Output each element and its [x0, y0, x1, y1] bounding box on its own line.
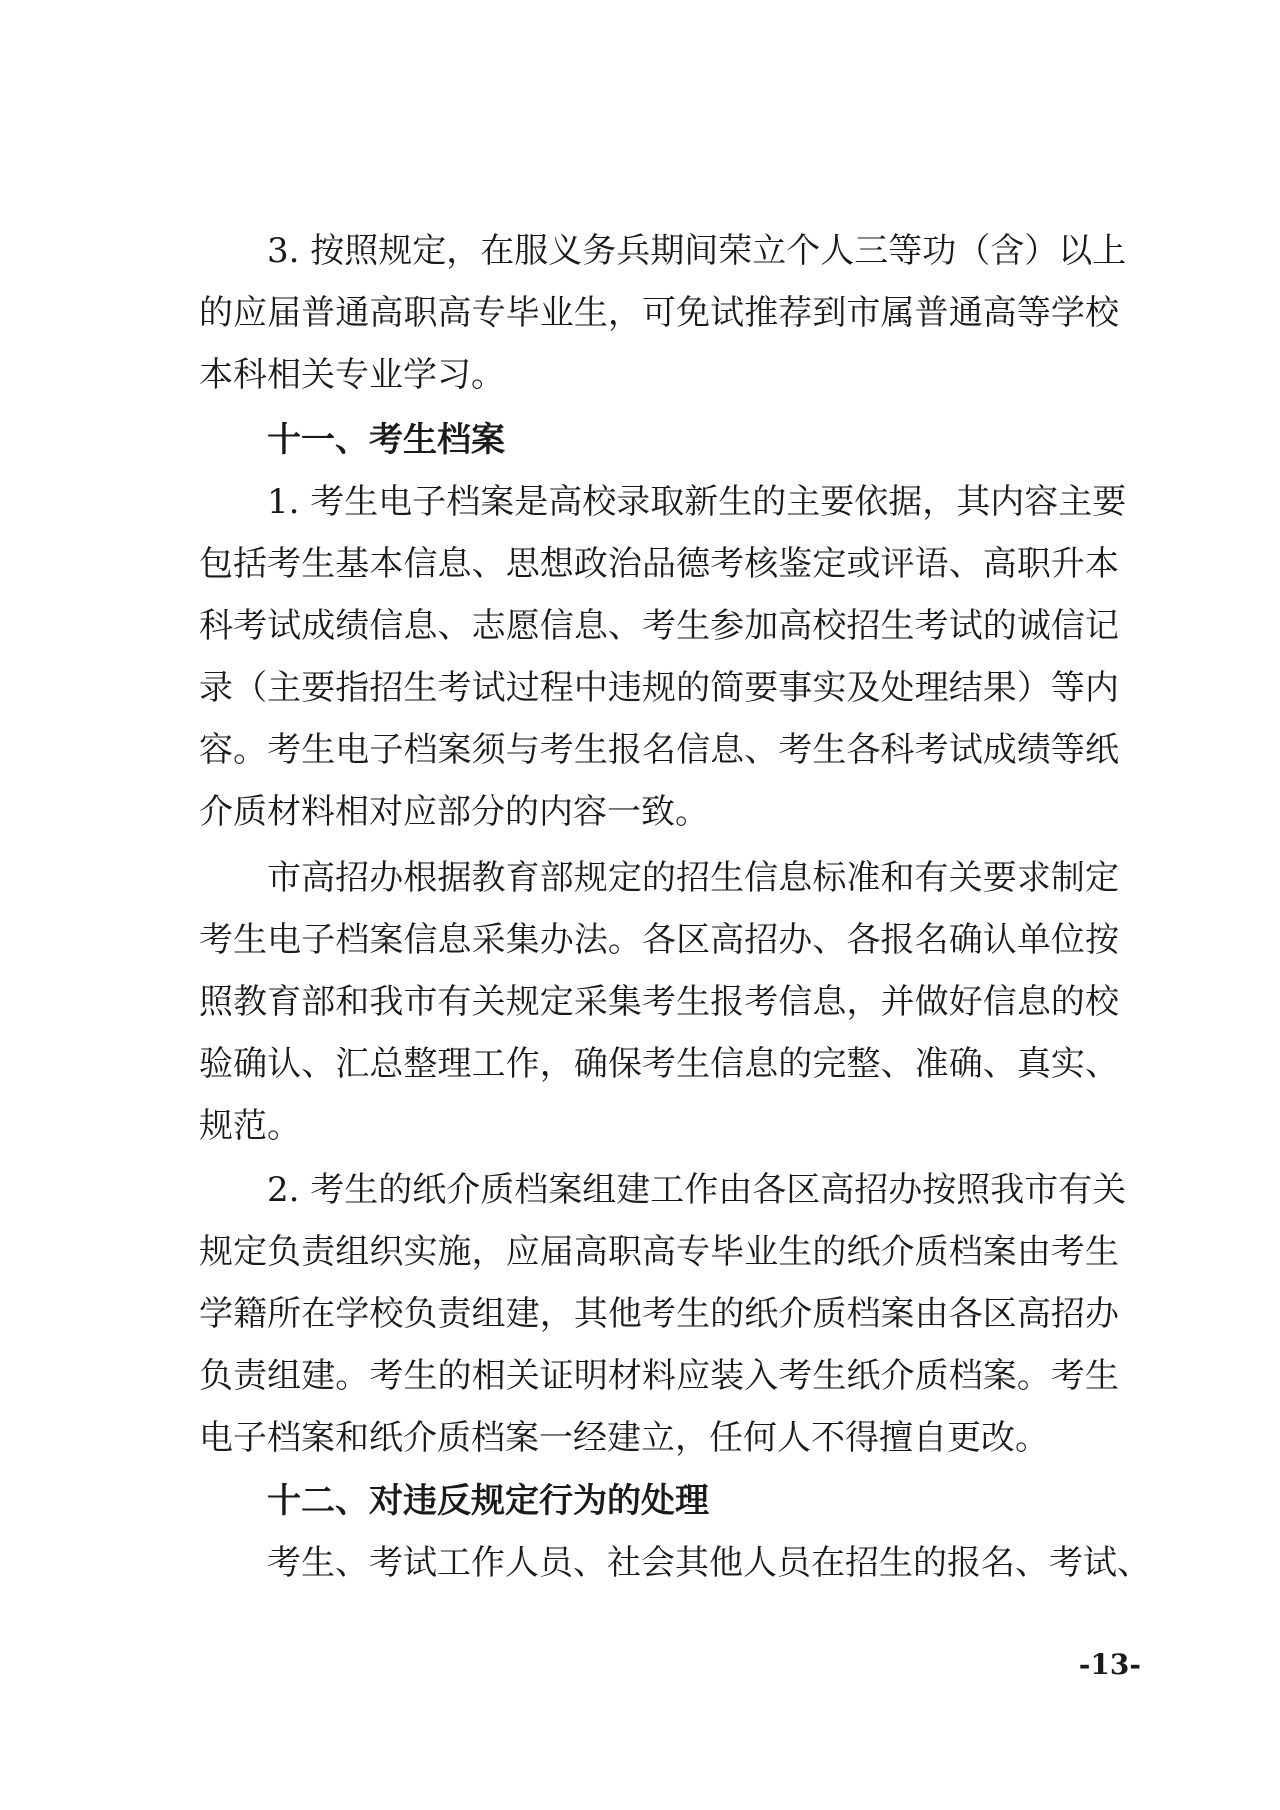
- section11-para2-line-4: 验确认、汇总整理工作，确保考生信息的完整、准确、真实、: [199, 1044, 1119, 1084]
- section11-heading: 十一、考生档案: [267, 420, 505, 460]
- section11-para1-line-3: 科考试成绩信息、志愿信息、考生参加高校招生考试的诚信记: [199, 606, 1119, 646]
- section11-para1-line-6: 介质材料相对应部分的内容一致。: [199, 792, 709, 832]
- section11-para1-line-5: 容。考生电子档案须与考生报名信息、考生各科考试成绩等纸: [199, 730, 1119, 770]
- section11-para2-line-2: 考生电子档案信息采集办法。各区高招办、各报名确认单位按: [199, 920, 1119, 960]
- section11-para1-line-4: 录（主要指招生考试过程中违规的简要事实及处理结果）等内: [199, 668, 1119, 708]
- section11-para2-line-3: 照教育部和我市有关规定采集考生报考信息，并做好信息的校: [199, 982, 1119, 1022]
- section11-para1-line-1: 1. 考生电子档案是高校录取新生的主要依据，其内容主要: [267, 482, 1127, 522]
- section11-para1-line-2: 包括考生基本信息、思想政治品德考核鉴定或评语、高职升本: [199, 544, 1119, 584]
- section11-para3-line-4: 负责组建。考生的相关证明材料应装入考生纸介质档案。考生: [199, 1356, 1119, 1396]
- section11-para3-line-1: 2. 考生的纸介质档案组建工作由各区高招办按照我市有关: [267, 1170, 1127, 1210]
- section11-para3-line-5: 电子档案和纸介质档案一经建立，任何人不得擅自更改。: [199, 1418, 1049, 1458]
- section12-para1-line-1: 考生、考试工作人员、社会其他人员在招生的报名、考试、: [267, 1543, 1151, 1583]
- section11-para2-line-5: 规范。: [199, 1106, 301, 1146]
- section11-para3-line-3: 学籍所在学校负责组建，其他考生的纸介质档案由各区高招办: [199, 1294, 1119, 1334]
- section11-para3-line-2: 规定负责组织实施，应届高职高专毕业生的纸介质档案由考生: [199, 1232, 1119, 1272]
- item3-line-3: 本科相关专业学习。: [199, 355, 505, 395]
- section11-para2-line-1: 市高招办根据教育部规定的招生信息标准和有关要求制定: [267, 858, 1119, 898]
- section12-heading: 十二、对违反规定行为的处理: [267, 1481, 709, 1521]
- item3-line-2: 的应届普通高职高专毕业生，可免试推荐到市属普通高等学校: [199, 293, 1119, 333]
- page-number: -13-: [1078, 1648, 1141, 1681]
- item3-line-1: 3. 按照规定，在服义务兵期间荣立个人三等功（含）以上: [267, 231, 1127, 271]
